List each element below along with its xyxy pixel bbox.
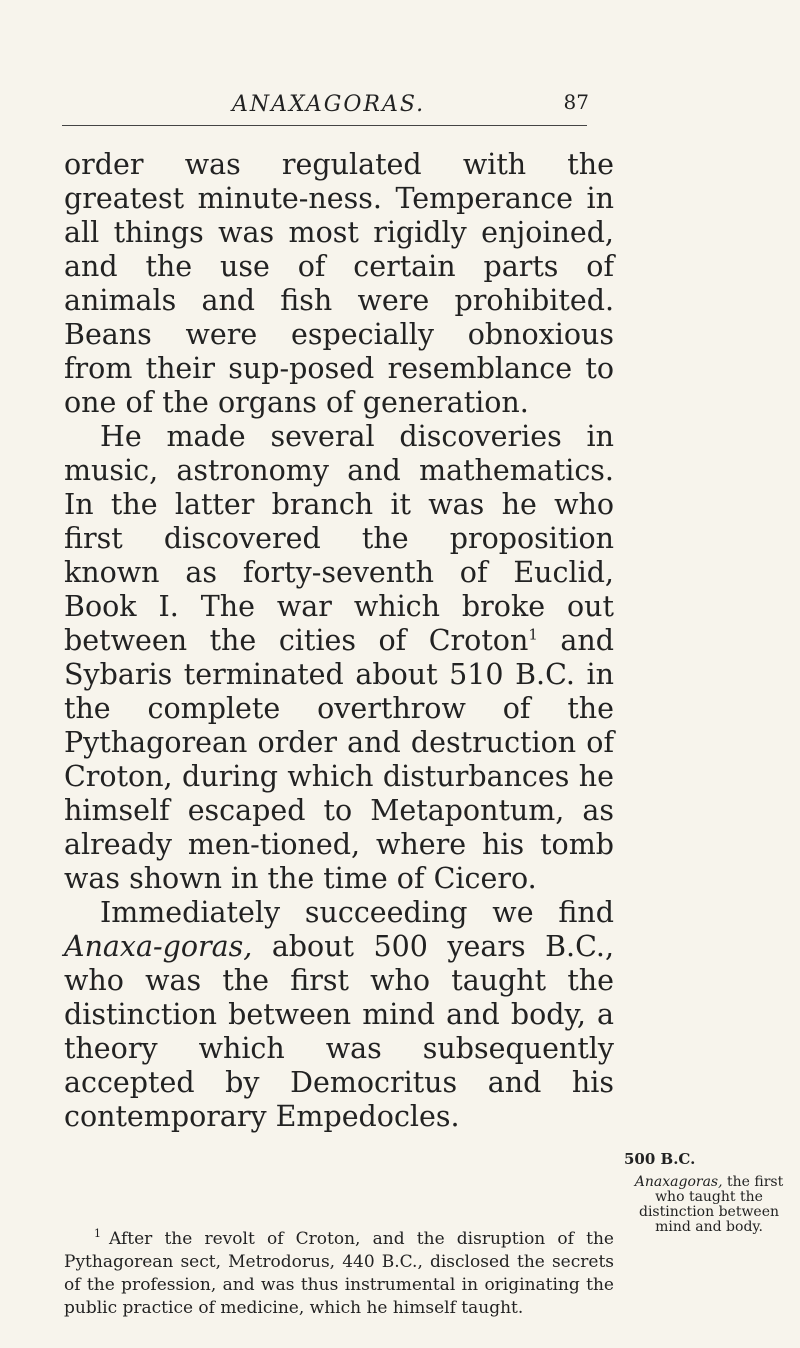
anaxagoras-name: Anaxa-goras, — [64, 930, 253, 963]
margin-note — [624, 1152, 794, 1235]
era-abbreviation-2: B.C. — [545, 930, 605, 963]
paragraph-3 — [64, 896, 614, 1134]
footnote-text: After the revolt of Croton, and the disruption of the Pythagorean sect, Metrodorus, 440 B.C., disclosed the secrets of the profession, and was thus instrumental in originating the public practice of medicine, which he himself taught. — [64, 1229, 614, 1318]
margin-rest: the first who taught the distinction between mind and body. — [638, 1174, 784, 1235]
paragraph-2 — [64, 420, 614, 896]
page-header — [62, 92, 587, 132]
paragraph-2-part-a: He made several discoveries in music, astronomy and mathematics. In the latter branch it was he who first discovered the proposition known as forty-seventh of Euclid, Book I. The war which broke out between the cities of Croton — [64, 420, 614, 657]
margin-text — [624, 1175, 794, 1235]
page-number: 87 — [563, 90, 589, 114]
paragraph-3-part-b: about 500 years — [252, 930, 546, 963]
paragraph-1: order was regulated with the greatest minute-ness. Temperance in all things was most rigidly enjoined, and the use of certain parts of animals and fish were prohibited. Beans were especially obnoxious from their sup-posed resemblance to one of the organs of generation. — [64, 148, 614, 419]
footnote-mark: 1 — [94, 1227, 101, 1241]
paragraph-2-part-b: and Sybaris terminated about 510 — [64, 624, 614, 691]
main-text — [64, 148, 614, 1134]
paragraph-3-part-c: , who was the first who taught the distinction between mind and body, a theory which was subsequently accepted by Democritus and his contemporary Empedocles. — [64, 930, 614, 1133]
footnote — [64, 1228, 614, 1320]
running-title: ANAXAGORAS. — [232, 92, 426, 117]
era-abbreviation: B.C. — [515, 658, 575, 691]
margin-date: 500 B.C. — [624, 1150, 696, 1168]
footnote-reference: 1 — [528, 625, 538, 644]
header-rule — [62, 125, 587, 126]
paragraph-2-part-c: in the complete overthrow of the Pythagorean order and destruction of Croton, during which disturbances he himself escaped to Metapontum, as already men-tioned, where his tomb was shown in the time of Cicero. — [64, 658, 614, 895]
paragraph-3-part-a: Immediately succeeding we find — [100, 896, 614, 929]
margin-name: Anaxagoras, — [634, 1174, 723, 1190]
